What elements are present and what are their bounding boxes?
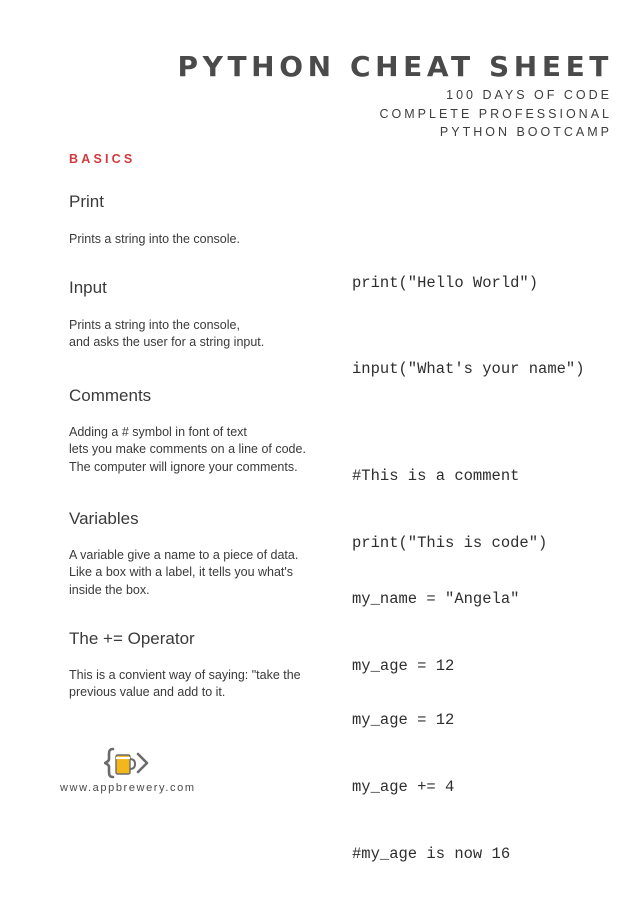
topic-description: [69, 231, 329, 248]
section-label-basics: BASICS: [69, 152, 136, 166]
topic-title: Input: [69, 278, 107, 297]
description-line: Prints a string into the console,: [69, 318, 240, 332]
description-line: inside the box.: [69, 582, 150, 597]
code-line: print("Hello World"): [352, 273, 539, 292]
description-line: previous value and add to it.: [69, 685, 226, 700]
description-line: The computer will ignore your comments.: [69, 459, 298, 474]
code-sample: [352, 313, 585, 425]
topic-input: [69, 278, 609, 378]
code-line: my_age = 12: [352, 710, 455, 729]
topic-description: [69, 424, 329, 476]
code-line: my_name = "Angela": [352, 589, 520, 608]
topic-title: Print: [69, 192, 104, 211]
topic-title: Variables: [69, 509, 139, 528]
topic-description: [69, 547, 329, 599]
subtitle-line-2: COMPLETE PROFESSIONAL: [379, 106, 612, 121]
description-line: and asks the user for a string input.: [69, 335, 265, 350]
description-line: Prints a string into the console.: [69, 232, 240, 246]
topic-title: Comments: [69, 386, 152, 405]
description-line: lets you make comments on a line of code.: [69, 442, 306, 457]
description-line: Like a box with a label, it tells you what's: [69, 565, 294, 580]
website-url: www.appbrewery.com: [60, 782, 196, 794]
code-line: input("What's your name"): [352, 359, 585, 378]
code-line: my_age = 12: [352, 657, 455, 676]
topic-title: The += Operator: [69, 629, 195, 648]
code-line: my_age += 4: [352, 778, 455, 797]
description-line: A variable give a name to a piece of data.: [69, 548, 299, 562]
code-line: print("This is code"): [352, 534, 548, 553]
header: [177, 48, 613, 142]
code-sample: [352, 664, 510, 910]
description-line: This is a convient way of saying: "take the: [69, 668, 301, 682]
appbrewery-logo-icon: [104, 746, 150, 780]
topic-description: [69, 667, 329, 702]
description-line: Adding a # symbol in font of text: [69, 425, 247, 439]
subtitle-line-3: PYTHON BOOTCAMP: [439, 125, 612, 139]
code-line: #This is a comment: [352, 466, 520, 485]
subtitle-line-1: 100 DAYS OF CODE: [446, 88, 612, 102]
code-line: #my_age is now 16: [352, 845, 511, 864]
page-title: PYTHON CHEAT SHEET: [177, 50, 613, 83]
topic-description: [69, 317, 329, 352]
